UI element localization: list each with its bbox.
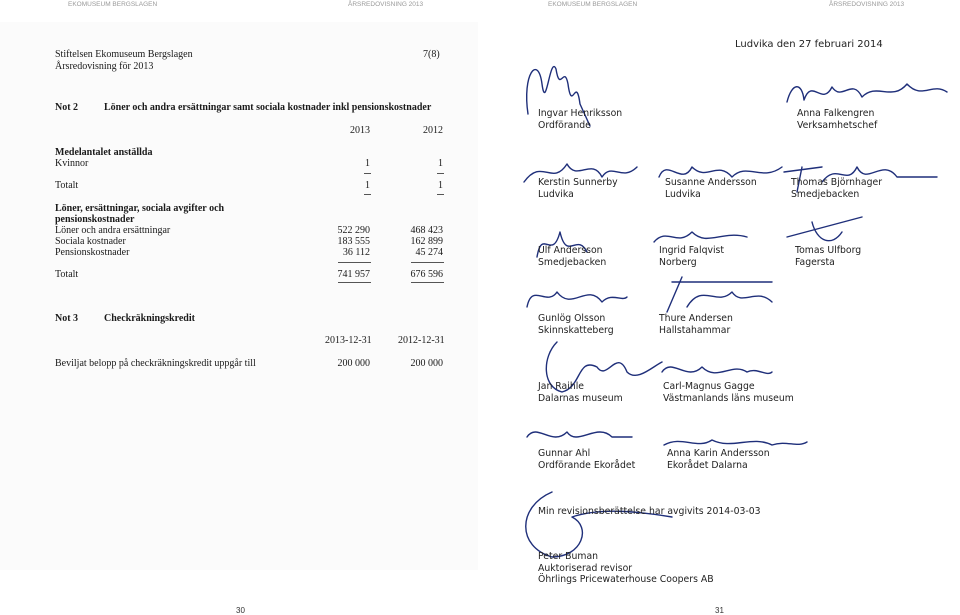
signature-t-andersen (662, 272, 782, 317)
row-value: 45 274 (415, 247, 443, 258)
row-value: 162 899 (410, 236, 443, 247)
signatory: Anna Karin Andersson Ekorådet Dalarna (667, 448, 770, 471)
signatory: Kerstin Sunnerby Ludvika (538, 177, 618, 200)
auditor-name: Peter Buman (538, 551, 599, 562)
col-header-2012: 2012 (423, 125, 443, 136)
auditor-statement: Min revisionsberättelse har avgivits 2014-03-03 (538, 506, 761, 517)
header-org-left: EKOMUSEUM BERGSLAGEN (68, 1, 158, 8)
double-underline (338, 282, 371, 283)
row-value: 1 (365, 180, 370, 191)
page-number-left: 30 (236, 606, 245, 615)
note3-title: Checkräkningskredit (104, 313, 195, 324)
signatory: Tomas Ulfborg Fagersta (795, 245, 862, 268)
signatory: Thure Andersen Hallstahammar (659, 313, 733, 336)
row-label: Totalt (55, 180, 79, 191)
running-header (0, 0, 960, 9)
double-underline (411, 282, 444, 283)
row-label: Sociala kostnader (55, 236, 126, 247)
signature-ahl (522, 417, 642, 452)
row-label: Kvinnor (55, 158, 89, 169)
header-report-left: ÅRSREDOVISNING 2013 (348, 1, 424, 8)
signing-date: Ludvika den 27 februari 2014 (735, 39, 883, 50)
row-value: 468 423 (410, 225, 443, 236)
row-value: 1 (438, 180, 443, 191)
underline (437, 194, 444, 195)
credit-row-value: 200 000 (410, 358, 443, 369)
underline (364, 194, 371, 195)
section-salaries-heading-cont: pensionskostnader (55, 214, 135, 225)
section-employees-heading: Medelantalet anställda (55, 147, 153, 158)
report-title: Årsredovisning för 2013 (55, 61, 154, 72)
col-header-date1: 2013-12-31 (325, 335, 372, 346)
signature-falkengren (782, 72, 952, 112)
signatory: Carl-Magnus Gagge Västmanlands läns museum (663, 381, 794, 404)
col-header-date2: 2012-12-31 (398, 335, 445, 346)
auditor-role: Auktoriserad revisor (538, 562, 633, 574)
underline (437, 173, 444, 174)
header-org-right: EKOMUSEUM BERGSLAGEN (548, 1, 638, 8)
signatory: Jan Raihle Dalarnas museum (538, 381, 623, 404)
signatory: Gunnar Ahl Ordförande Ekorådet (538, 448, 636, 471)
auditor-firm: Öhrlings Pricewaterhouse Coopers AB (538, 574, 714, 585)
signatory: Ulf Andersson Smedjebacken (538, 245, 607, 268)
header-report-right: ÅRSREDOVISNING 2013 (829, 1, 905, 8)
row-value: 1 (438, 158, 443, 169)
signatory: Gunlög Olsson Skinnskatteberg (538, 313, 614, 336)
total-value: 676 596 (410, 269, 443, 280)
signatory: Thomas Björnhager Smedjebacken (791, 177, 883, 200)
underline (338, 262, 371, 263)
signatory: Ingrid Falqvist Norberg (659, 245, 725, 268)
col-header-2013: 2013 (350, 125, 370, 136)
row-value: 183 555 (337, 236, 370, 247)
page-reference: 7(8) (423, 49, 440, 60)
row-value: 522 290 (337, 225, 370, 236)
credit-row-value: 200 000 (337, 358, 370, 369)
row-label: Löner och andra ersättningar (55, 225, 171, 236)
underline (364, 173, 371, 174)
note2-title: Löner och andra ersättningar samt sociala kostnader inkl pensionskostnader (104, 102, 432, 113)
row-value: 36 112 (342, 247, 370, 258)
total-label: Totalt (55, 269, 79, 280)
section-salaries-heading: Löner, ersättningar, sociala avgifter och (55, 203, 225, 214)
note2-label: Not 2 (55, 102, 79, 113)
right-page (482, 22, 960, 585)
signatory: Susanne Andersson Ludvika (665, 177, 757, 200)
signatory: Anna Falkengren Verksamhetschef (797, 108, 878, 131)
underline (411, 262, 444, 263)
row-value: 1 (365, 158, 370, 169)
signatory: Ingvar Henriksson Ordförande (538, 108, 623, 131)
note3-label: Not 3 (55, 313, 79, 324)
credit-row-label: Beviljat belopp på checkräkningskredit uppgår till (55, 358, 256, 369)
left-page (0, 22, 478, 570)
signature-olsson (522, 277, 632, 317)
row-label: Pensionskostnader (55, 247, 130, 258)
total-value: 741 957 (337, 269, 370, 280)
page-number-right: 31 (715, 606, 724, 615)
org-name: Stiftelsen Ekomuseum Bergslagen (55, 49, 193, 60)
auditor-block (538, 551, 714, 586)
